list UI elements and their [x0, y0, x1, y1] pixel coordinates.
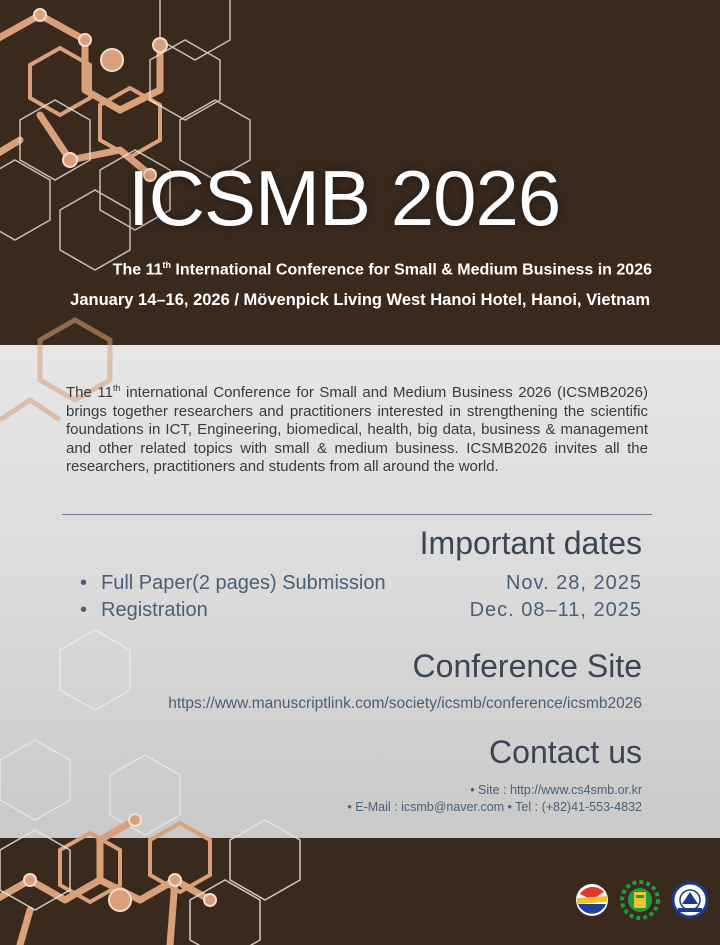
date-item-label: Full Paper(2 pages) Submission: [101, 572, 386, 594]
circular-seal-logo: [673, 883, 707, 917]
date-item-value: Dec. 08–11, 2025: [469, 599, 642, 621]
contact-site-line[interactable]: • Site : http://www.cs4smb.or.kr: [470, 783, 642, 797]
contact-heading: Contact us: [489, 734, 642, 770]
bullet-icon: •: [80, 572, 88, 594]
date-item-registration: [80, 599, 642, 626]
conference-subtitle: The 11th International Conference for Small & Medium Business in 2026: [112, 260, 652, 279]
section-divider: [62, 514, 652, 515]
society-logo: [576, 884, 608, 916]
kongju-university-logo: [622, 882, 658, 918]
conference-site-heading: Conference Site: [412, 648, 642, 684]
date-item-value: Nov. 28, 2025: [505, 572, 642, 594]
important-dates-heading: Important dates: [419, 525, 642, 561]
contact-email-tel-line[interactable]: • E-Mail : icsmb@naver.com • Tel : (+82)41-553-4832: [347, 800, 642, 814]
bullet-icon: •: [80, 599, 88, 621]
conference-site-link[interactable]: https://www.manuscriptlink.com/society/icsmb/conference/icsmb2026: [168, 695, 642, 712]
conference-date-venue: January 14–16, 2026 / Mövenpick Living West Hanoi Hotel, Hanoi, Vietnam: [70, 291, 650, 309]
conference-title: ICSMB 2026: [128, 154, 561, 242]
sponsor-logos: [574, 874, 710, 924]
date-item-full-paper: [80, 572, 642, 599]
intro-paragraph: The 11th international Conference for Small and Medium Business 2026 (ICSMB2026) brings together researchers and practitioners interested in strengthening the scientific foundations in ICT, Engineering, biomedical, health, big data, business & management and other related topics with small & medium business. ICSMB2026 invites all the researchers, practitioners and students from all around the world.: [66, 383, 648, 475]
important-dates-list: [80, 572, 642, 626]
date-item-label: Registration: [101, 599, 208, 621]
